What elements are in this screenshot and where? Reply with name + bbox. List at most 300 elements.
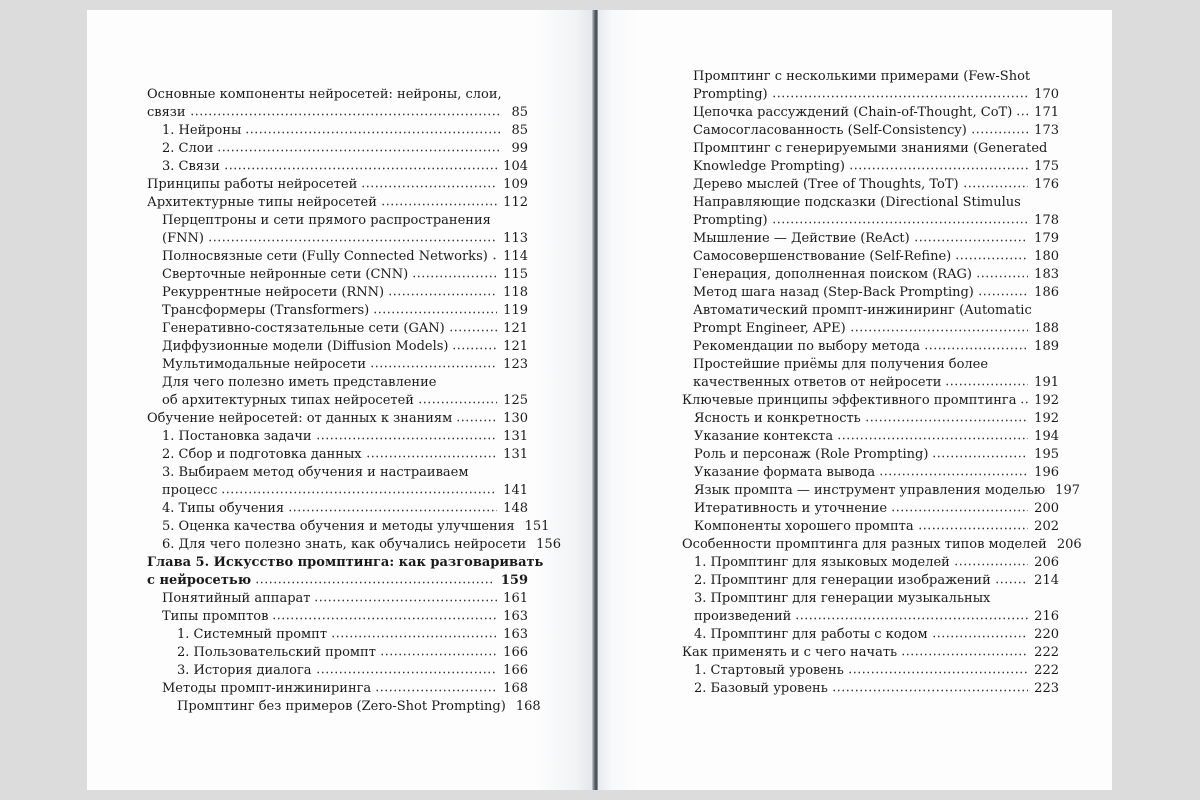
dot-leader (918, 518, 1029, 530)
toc-entry-line (162, 590, 528, 608)
toc-page-number: 189 (1034, 339, 1059, 354)
toc-entry-title: Цепочка рассуждений (Chain-of-Thought, CoT) (693, 105, 1013, 120)
dot-leader (221, 482, 497, 494)
toc-entry-line (693, 320, 1059, 338)
toc-entry (147, 158, 528, 176)
toc-entry (682, 176, 1059, 194)
toc-page-number: 222 (1034, 663, 1059, 678)
toc-entry-title: Мышление — Действие (ReAct) (693, 231, 910, 246)
toc-entry-title: Промптинг с несколькими примерами (Few-Shot (693, 69, 1031, 84)
toc-entry (682, 644, 1059, 662)
toc-entry-title: Автоматический промпт-инжиниринг (Automatic (693, 303, 1032, 318)
toc-entry-line (694, 608, 1059, 626)
dot-leader (366, 446, 498, 458)
toc-entry (147, 86, 528, 122)
toc-entry-title: Типы промптов (162, 609, 269, 624)
toc-entry-line (162, 518, 550, 536)
toc-entry-line (147, 410, 528, 428)
toc-entry-line (162, 158, 528, 176)
toc-entry-line (162, 392, 528, 410)
dot-leader (932, 626, 1029, 638)
dot-leader (850, 320, 1029, 332)
dot-leader (272, 608, 497, 620)
toc-entry (147, 662, 528, 680)
toc-entry-line (162, 608, 528, 626)
toc-entry (682, 680, 1059, 698)
toc-page-number: 159 (500, 573, 528, 588)
dot-leader (316, 662, 498, 674)
toc-entry-title: 3. История диалога (177, 663, 312, 678)
toc-entry-title: с нейросетью (147, 573, 252, 588)
dot-leader (976, 266, 1028, 278)
toc-page-number: 109 (503, 177, 528, 192)
toc-entry-title: Обучение нейросетей: от данных к знаниям (147, 411, 453, 426)
toc-entry (147, 410, 528, 428)
toc-entry-line (694, 572, 1059, 590)
dot-leader (955, 248, 1028, 260)
toc-entry-line (694, 680, 1059, 698)
toc-entry-line (693, 338, 1059, 356)
toc-entry-title: Указание формата вывода (694, 465, 876, 480)
toc-page-number: 206 (1056, 537, 1082, 552)
toc-page-number: 220 (1034, 627, 1059, 642)
toc-entry (147, 608, 528, 626)
toc-entry-title: Генерация, дополненная поиском (RAG) (693, 267, 972, 282)
toc-entry-title: Для чего полезно иметь представление (162, 375, 437, 390)
toc-entry (682, 410, 1059, 428)
toc-entry-title: Prompt Engineer, APE) (693, 321, 846, 336)
toc-entry-line (693, 140, 1059, 158)
dot-leader (945, 374, 1028, 386)
toc-page-number: 123 (503, 357, 528, 372)
toc-entry (682, 518, 1059, 536)
toc-page-number: 202 (1034, 519, 1059, 534)
toc-entry-line (177, 662, 528, 680)
toc-entry-title: качественных ответов от нейросети (693, 375, 942, 390)
dot-leader (388, 284, 497, 296)
toc-entry-title: 1. Системный промпт (177, 627, 328, 642)
toc-entry-title: 1. Постановка задачи (162, 429, 312, 444)
toc-page-number: 114 (503, 249, 528, 264)
toc-entry-title: процесс (162, 483, 218, 498)
dot-leader (995, 572, 1028, 584)
toc-entry-title: Как применять и с чего начать (682, 645, 898, 660)
toc-page-number: 151 (524, 519, 550, 534)
toc-page-number: 148 (503, 501, 528, 516)
dot-leader (380, 644, 497, 656)
toc-entry (147, 266, 528, 284)
toc-page-number: 115 (503, 267, 528, 282)
toc-page-number: 180 (1034, 249, 1059, 264)
toc-page-number: 99 (511, 141, 528, 156)
toc-entry-line (682, 392, 1059, 410)
book-spine (592, 10, 598, 790)
toc-entry-line (694, 662, 1059, 680)
toc-entry-line (147, 176, 528, 194)
toc-page-number: 186 (1034, 285, 1059, 300)
dot-leader (224, 158, 497, 170)
toc-entry-line (694, 590, 1059, 608)
toc-entry-line (147, 104, 528, 122)
toc-entry-line (693, 374, 1059, 392)
toc-entry (147, 284, 528, 302)
toc-page-number: 183 (1034, 267, 1059, 282)
toc-entry (682, 446, 1059, 464)
toc-page-number: 171 (1034, 105, 1059, 120)
toc-page-number: 192 (1034, 411, 1059, 426)
toc-page-number: 166 (503, 663, 528, 678)
toc-entry-title: Архитектурные типы нейросетей (147, 195, 377, 210)
toc-page-number: 223 (1034, 681, 1059, 696)
dot-leader (848, 662, 1028, 674)
toc-page-number: 121 (503, 339, 528, 354)
toc-entry (682, 122, 1059, 140)
dot-leader (373, 302, 497, 314)
toc-entry-title: Knowledge Prompting) (693, 159, 845, 174)
toc-page-number: 163 (503, 609, 528, 624)
toc-entry-title: Метод шага назад (Step-Back Prompting) (693, 285, 974, 300)
toc-entry-line (694, 446, 1059, 464)
toc-page-number: 85 (511, 123, 528, 138)
toc-entry-title: Направляющие подсказки (Directional Stimulus (693, 195, 1021, 210)
dot-leader (456, 410, 497, 422)
toc-entry (682, 284, 1059, 302)
toc-entry-title: 3. Связи (162, 159, 220, 174)
toc-entry-title: Самосогласованность (Self-Consistency) (693, 123, 967, 138)
toc-entry-line (694, 428, 1059, 446)
dot-leader (932, 446, 1028, 458)
toc-entry-line (162, 122, 528, 140)
toc-page-number: 206 (1034, 555, 1059, 570)
toc-entry-title: 1. Стартовый уровень (694, 663, 844, 678)
toc-entry (147, 428, 528, 446)
dot-leader (381, 194, 497, 206)
toc-page-number: 195 (1034, 447, 1059, 462)
dot-leader (954, 554, 1028, 566)
toc-entry-title: Перцептроны и сети прямого распространения (162, 213, 491, 228)
toc-entry (682, 428, 1059, 446)
dot-leader (245, 122, 500, 134)
toc-entry-line (693, 266, 1059, 284)
dot-leader (288, 500, 497, 512)
toc-entry-line (162, 428, 528, 446)
dot-leader (971, 122, 1028, 134)
dot-leader (849, 158, 1028, 170)
toc-entry-title: Глава 5. Искусство промптинга: как разговаривать (147, 555, 544, 570)
toc-entry-title: 2. Промптинг для генерации изображений (694, 573, 991, 588)
toc-entry (147, 626, 528, 644)
dot-leader (914, 230, 1028, 242)
toc-page-number: 191 (1034, 375, 1059, 390)
toc-entry (682, 554, 1059, 572)
toc-page-number: 176 (1034, 177, 1059, 192)
toc-page-number: 125 (503, 393, 528, 408)
toc-entry (682, 500, 1059, 518)
toc-page-number: 200 (1034, 501, 1059, 516)
toc-entry (147, 644, 528, 662)
toc-entry-line (694, 464, 1059, 482)
toc-entry-line (162, 446, 528, 464)
toc-page-number: 112 (503, 195, 528, 210)
toc-entry (147, 194, 528, 212)
toc-entry-title: Основные компоненты нейросетей: нейроны, слои, (147, 87, 502, 102)
toc-entry-title: Дерево мыслей (Tree of Thoughts, ToT) (693, 177, 959, 192)
toc-entry-line (694, 482, 1080, 500)
dot-leader (832, 680, 1028, 692)
toc-entry (682, 662, 1059, 680)
toc-entry-title: 1. Промптинг для языковых моделей (694, 555, 950, 570)
toc-entry-title: 2. Слои (162, 141, 214, 156)
toc-entry-title: Особенности промптинга для разных типов моделей (682, 537, 1047, 552)
toc-entry (682, 572, 1059, 590)
toc-entry-line (693, 194, 1059, 212)
toc-entry (147, 374, 528, 410)
toc-entry-title: Язык промпта — инструмент управления моделью (694, 483, 1046, 498)
toc-entry (147, 590, 528, 608)
toc-entry (682, 194, 1059, 230)
toc-entry-line (162, 464, 528, 482)
toc-entry-line (693, 356, 1059, 374)
toc-page-number: 188 (1034, 321, 1059, 336)
toc-page-number: 196 (1034, 465, 1059, 480)
toc-entry-title: (FNN) (162, 231, 204, 246)
toc-page-number: 85 (511, 105, 528, 120)
toc-entry-title: об архитектурных типах нейросетей (162, 393, 414, 408)
dot-leader (924, 338, 1028, 350)
dot-leader (963, 176, 1029, 188)
dot-leader (412, 266, 497, 278)
toc-entry-line (177, 644, 528, 662)
toc-entry-title: Самосовершенствование (Self-Refine) (693, 249, 952, 264)
toc-entry-title: 3. Выбираем метод обучения и настраиваем (162, 465, 469, 480)
toc-entry (147, 464, 528, 500)
toc-entry-line (177, 626, 528, 644)
dot-leader (978, 284, 1028, 296)
toc-entry-title: Простейшие приёмы для получения более (693, 357, 989, 372)
toc-right-column (682, 68, 1082, 698)
dot-leader (314, 590, 497, 602)
toc-left-column (147, 86, 561, 716)
toc-entry-line (162, 680, 528, 698)
toc-entry-title: Трансформеры (Transformers) (162, 303, 370, 318)
toc-entry-line (147, 554, 544, 572)
toc-entry (682, 482, 1080, 500)
toc-entry-line (693, 302, 1059, 320)
toc-entry (147, 698, 541, 716)
toc-page-number: 131 (503, 447, 528, 462)
toc-page-number: 192 (1034, 393, 1059, 408)
toc-entry (682, 464, 1059, 482)
toc-page-number: 197 (1055, 483, 1080, 498)
toc-entry-line (162, 248, 528, 266)
toc-entry (682, 536, 1082, 554)
toc-entry-line (682, 536, 1082, 554)
toc-entry-title: 2. Базовый уровень (694, 681, 828, 696)
toc-entry-line (694, 518, 1059, 536)
toc-entry-title: 4. Типы обучения (162, 501, 285, 516)
dot-leader (865, 410, 1028, 422)
toc-page-number: 163 (503, 627, 528, 642)
toc-page-number: 168 (515, 699, 541, 714)
toc-entry (682, 356, 1059, 392)
toc-entry (682, 302, 1059, 338)
toc-entry-title: Генеративно-состязательные сети (GAN) (162, 321, 445, 336)
dot-leader (891, 500, 1028, 512)
toc-page-number: 118 (503, 285, 528, 300)
dot-leader (452, 338, 497, 350)
toc-page-number: 141 (503, 483, 528, 498)
dot-leader (772, 86, 1029, 98)
dot-leader (217, 140, 500, 152)
toc-entry-line (162, 302, 528, 320)
toc-entry (147, 554, 544, 590)
toc-entry-line (147, 572, 528, 590)
dot-leader (361, 176, 497, 188)
toc-entry (682, 140, 1059, 176)
toc-entry-line (162, 320, 528, 338)
toc-entry (147, 500, 528, 518)
toc-entry-line (162, 230, 528, 248)
toc-entry-title: Принципы работы нейросетей (147, 177, 358, 192)
toc-entry-line (694, 500, 1059, 518)
toc-entry-line (682, 644, 1059, 662)
dot-leader (837, 428, 1028, 440)
toc-page-number: 214 (1034, 573, 1059, 588)
dot-leader (331, 626, 497, 638)
toc-entry-line (693, 230, 1059, 248)
toc-page-number: 173 (1034, 123, 1059, 138)
toc-entry (147, 302, 528, 320)
toc-page-number: 178 (1034, 213, 1059, 228)
toc-entry-title: Указание контекста (694, 429, 834, 444)
dot-leader (1020, 392, 1028, 404)
toc-entry-title: Итеративность и уточнение (694, 501, 888, 516)
toc-entry (682, 230, 1059, 248)
toc-page-number: 179 (1034, 231, 1059, 246)
toc-entry-title: Мультимодальные нейросети (162, 357, 367, 372)
toc-entry (682, 626, 1059, 644)
toc-entry-line (162, 374, 528, 392)
toc-entry-line (694, 626, 1059, 644)
dot-leader (255, 572, 495, 584)
toc-entry-line (693, 104, 1059, 122)
dot-leader (795, 608, 1028, 620)
toc-entry-line (162, 500, 528, 518)
toc-entry-title: Рекуррентные нейросети (RNN) (162, 285, 385, 300)
toc-page-number: 216 (1034, 609, 1059, 624)
toc-entry (147, 680, 528, 698)
dot-leader (772, 212, 1029, 224)
toc-entry-title: 2. Сбор и подготовка данных (162, 447, 362, 462)
toc-page-number: 130 (503, 411, 528, 426)
toc-page-number: 222 (1034, 645, 1059, 660)
toc-entry-line (162, 266, 528, 284)
dot-leader (316, 428, 498, 440)
toc-entry-line (147, 194, 528, 212)
toc-entry-line (162, 536, 561, 554)
toc-entry (682, 266, 1059, 284)
toc-entry-title: 3. Промптинг для генерации музыкальных (694, 591, 991, 606)
toc-page-number: 168 (503, 681, 528, 696)
toc-entry (682, 104, 1059, 122)
toc-entry (147, 356, 528, 374)
toc-entry-title: Промптинг с генерируемыми знаниями (Generated (693, 141, 1048, 156)
toc-entry (682, 68, 1059, 104)
toc-entry-line (693, 212, 1059, 230)
toc-entry-line (694, 554, 1059, 572)
toc-page-number: 121 (503, 321, 528, 336)
toc-entry-line (693, 158, 1059, 176)
toc-page-number: 156 (536, 537, 561, 552)
toc-entry (147, 338, 528, 356)
toc-entry-title: Полносвязные сети (Fully Connected Networks) (162, 249, 488, 264)
toc-entry-title: Диффузионные модели (Diffusion Models) (162, 339, 449, 354)
toc-entry-title: 5. Оценка качества обучения и методы улучшения (162, 519, 515, 534)
toc-page-number: 104 (503, 159, 528, 174)
toc-entry-line (693, 122, 1059, 140)
toc-entry-line (694, 410, 1059, 428)
toc-entry-title: Роль и персонаж (Role Prompting) (694, 447, 929, 462)
toc-entry-title: Рекомендации по выбору метода (693, 339, 921, 354)
toc-entry (147, 320, 528, 338)
toc-entry-title: связи (147, 105, 186, 120)
toc-entry-title: Ключевые принципы эффективного промптинга (682, 393, 1017, 408)
toc-page-number: 166 (503, 645, 528, 660)
toc-entry-title: 2. Пользовательский промпт (177, 645, 376, 660)
toc-entry-title: Сверточные нейронные сети (CNN) (162, 267, 409, 282)
toc-entry-title: Методы промпт-инжиниринга (162, 681, 372, 696)
toc-entry (147, 176, 528, 194)
toc-entry (147, 446, 528, 464)
dot-leader (879, 464, 1028, 476)
toc-entry-title: 4. Промптинг для работы с кодом (694, 627, 928, 642)
toc-page-number: 119 (503, 303, 528, 318)
toc-entry-line (693, 86, 1059, 104)
toc-entry-line (162, 338, 528, 356)
toc-entry (147, 518, 550, 536)
toc-entry-title: произведений (694, 609, 792, 624)
toc-entry-title: 6. Для чего полезно знать, как обучались нейросети (162, 537, 527, 552)
dot-leader (492, 248, 497, 260)
toc-entry (147, 212, 528, 248)
dot-leader (1016, 104, 1028, 116)
toc-entry (682, 248, 1059, 266)
toc-entry-line (693, 248, 1059, 266)
toc-entry-line (177, 698, 541, 716)
toc-entry-title: Компоненты хорошего промпта (694, 519, 914, 534)
dot-leader (418, 392, 497, 404)
toc-entry-title: Prompting) (693, 87, 768, 102)
toc-entry-line (162, 140, 528, 158)
toc-entry (682, 590, 1059, 626)
toc-entry-line (162, 482, 528, 500)
toc-entry-line (693, 284, 1059, 302)
dot-leader (190, 104, 500, 116)
toc-entry-title: 1. Нейроны (162, 123, 242, 138)
dot-leader (370, 356, 497, 368)
toc-entry (682, 392, 1059, 410)
toc-page-number: 131 (503, 429, 528, 444)
toc-entry-title: Понятийный аппарат (162, 591, 311, 606)
toc-page-number: 170 (1034, 87, 1059, 102)
dot-leader (449, 320, 497, 332)
toc-entry (147, 140, 528, 158)
toc-entry-line (693, 176, 1059, 194)
toc-entry-title: Prompting) (693, 213, 768, 228)
toc-entry (147, 248, 528, 266)
toc-entry-line (162, 356, 528, 374)
dot-leader (901, 644, 1028, 656)
